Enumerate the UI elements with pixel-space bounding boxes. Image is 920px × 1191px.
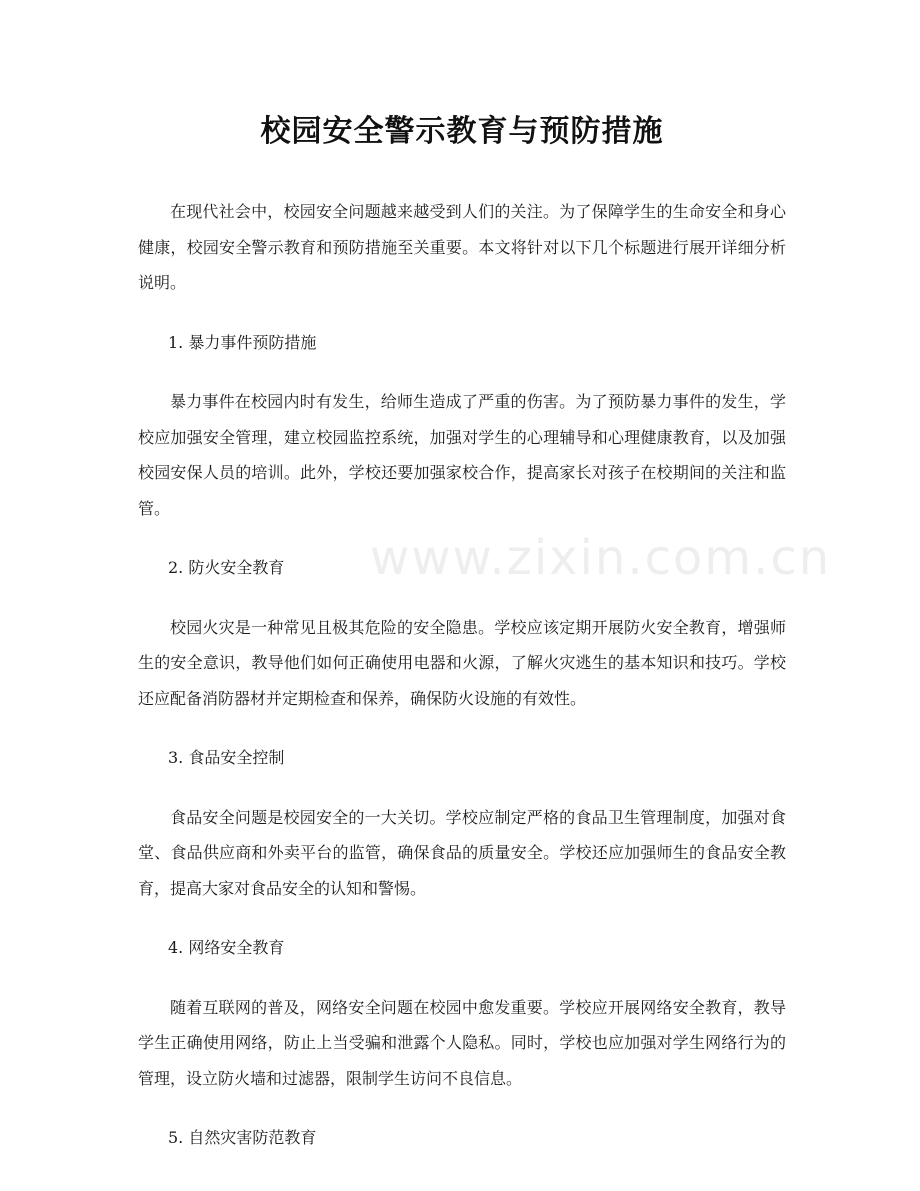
section-heading: 4. 网络安全教育 xyxy=(168,938,285,957)
section-5 xyxy=(138,1120,786,1156)
intro-paragraph: 在现代社会中，校园安全问题越来越受到人们的关注。为了保障学生的生命安全和身心健康，校园安全警示教育和预防措施至关重要。本文将针对以下几个标题进行展开详细分析说明。 xyxy=(138,202,786,292)
section-heading: 1. 暴力事件预防措施 xyxy=(168,332,317,352)
section-heading: 3. 食品安全控制 xyxy=(168,748,285,767)
section-3 xyxy=(138,740,786,906)
section-heading: 2. 防火安全教育 xyxy=(168,558,285,577)
section-4 xyxy=(138,930,786,1096)
section-body: 食品安全问题是校园安全的一大关切。学校应制定严格的食品卫生管理制度，加强对食堂、食品供应商和外卖平台的监管，确保食品的质量安全。学校还应加强师生的食品安全教育，提高大家对食品安全的认知和警惕。 xyxy=(138,807,786,898)
watermark: www.zixin.com.cn xyxy=(370,530,832,586)
section-heading: 5. 自然灾害防范教育 xyxy=(168,1128,317,1147)
section-body: 随着互联网的普及，网络安全问题在校园中愈发重要。学校应开展网络安全教育，教导学生正确使用网络，防止上当受骗和泄露个人隐私。同时，学校也应加强对学生网络行为的管理，设立防火墙和过滤器，限制学生访问不良信息。 xyxy=(138,997,786,1088)
page-title: 校园安全警示教育与预防措施 xyxy=(260,114,664,149)
intro-section xyxy=(138,194,786,301)
section-body: 暴力事件在校园内时有发生，给师生造成了严重的伤害。为了预防暴力事件的发生，学校应加强安全管理，建立校园监控系统，加强对学生的心理辅导和心理健康教育，以及加强校园安保人员的培训。此外，学校还要加强家校合作，提高家长对孩子在校期间的关注和监管。 xyxy=(138,392,786,518)
section-1 xyxy=(138,325,786,527)
section-2 xyxy=(138,550,786,716)
section-body: 校园火灾是一种常见且极其危险的安全隐患。学校应该定期开展防火安全教育，增强师生的安全意识，教导他们如何正确使用电器和火源，了解火灾逃生的基本知识和技巧。学校还应配备消防器材并定期检查和保养，确保防火设施的有效性。 xyxy=(138,617,786,708)
